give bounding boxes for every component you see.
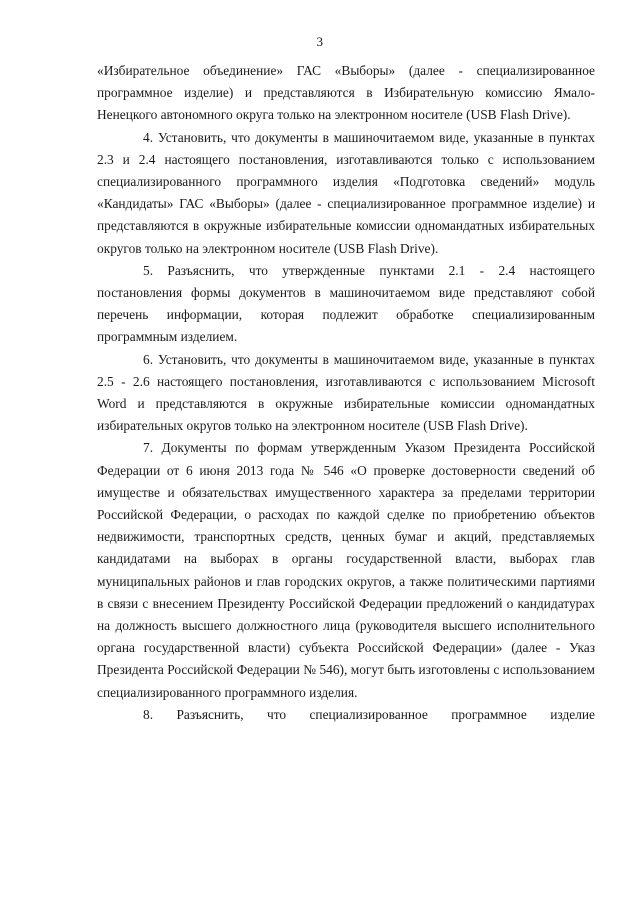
paragraph-continuation: «Избирательное объединение» ГАС «Выборы» (далее - специализированное программное изделие) и представляются в Избирательную комиссию Ямало-Ненецкого автономного округа только на электронном носителе (USB Flash Drive).: [97, 63, 595, 123]
paragraph-4: 4. Установить, что документы в машиночитаемом виде, указанные в пунктах 2.3 и 2.4 настоящего постановления, изготавливаются только с использованием специализированного программного изделия «Подготовка сведений» модуль «Кандидаты» ГАС «Выборы» (далее - специализированное программное изделие) и представляются в окружные избирательные комиссии одномандатных избирательных округов только на электронном носителе (USB Flash Drive).: [97, 129, 595, 256]
paragraph-7: 7. Документы по формам утвержденным Указом Президента Российской Федерации от 6 июня 2013 года № 546 «О проверке достоверности сведений об имуществе и обязательствах имущественного характера за пределами территории Российской Федерации, о расходах по каждой сделке по приобретению объектов недвижимости, транспортных средств, ценных бумаг и акций, представляемых кандидатами на выборах в органы государственной власти, выборах глав муниципальных районов и глав городских округов, а также политическими партиями в связи с внесением Президенту Российской Федерации предложений о кандидатурах на должность высшего должностного лица (руководителя высшего исполнительного органа государственной власти) субъекта Российской Федерации» (далее - Указ Президента Российской Федерации № 546), могут быть изготовлены с использованием специализированного программного изделия.: [97, 440, 595, 700]
page-number: 3: [316, 34, 324, 49]
paragraph-6: 6. Установить, что документы в машиночитаемом виде, указанные в пунктах 2.5 - 2.6 настоящего постановления, изготавливаются с использованием Microsoft Word и представляются в окружные избирательные комиссии одномандатных избирательных округов только на электронном носителе (USB Flash Drive).: [97, 351, 595, 434]
paragraph-8: 8. Разъяснить, что специализированное программное изделие: [143, 706, 595, 722]
paragraph-5: 5. Разъяснить, что утвержденные пунктами 2.1 - 2.4 настоящего постановления формы документов в машиночитаемом виде представляют собой перечень информации, которая подлежит обработке специализированным программным изделием.: [97, 262, 595, 345]
document-body: [97, 60, 595, 726]
